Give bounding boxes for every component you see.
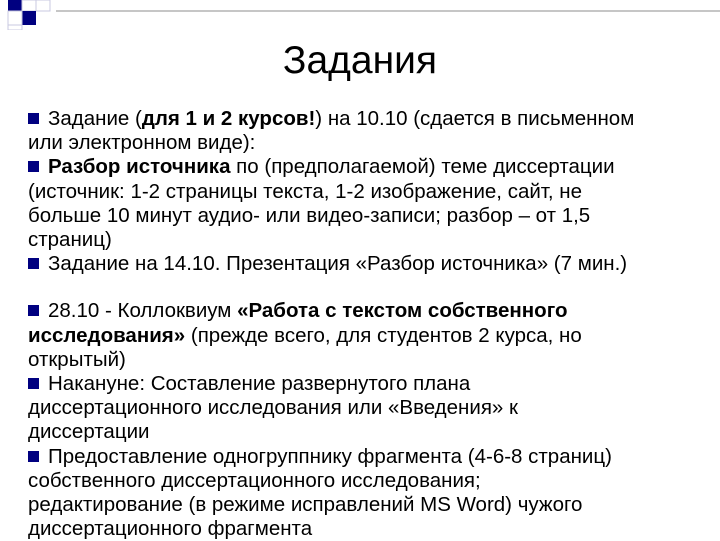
- bullet-list: [28, 107, 716, 541]
- decor-square: [8, 0, 22, 11]
- bullet-line: [28, 252, 716, 276]
- decor-square: [8, 25, 22, 30]
- bold-text: «Работа с текстом собственного: [237, 299, 568, 323]
- bullet-item: [28, 155, 716, 252]
- bullet-item: [28, 445, 716, 541]
- text-run: больше 10 минут аудио- или видео-записи; разбор – от 1,5: [28, 203, 591, 227]
- bold-text: для 1 и 2 курсов!: [141, 107, 316, 130]
- square-bullet-icon: [28, 378, 39, 389]
- bold-text: Разбор источника: [48, 155, 231, 179]
- bullet-line: [28, 445, 716, 469]
- slide-title: Задания: [282, 39, 438, 82]
- text-run: по (предполагаемой) теме диссертации: [230, 155, 615, 179]
- text-run: открытый): [28, 347, 126, 371]
- text-run: (прежде всего, для студентов 2 курса, но: [185, 323, 582, 347]
- text-run: страниц): [28, 228, 112, 252]
- text-run: диссертационного фрагмента: [28, 517, 313, 541]
- square-bullet-icon: [28, 451, 39, 462]
- bullet-line: [28, 131, 716, 155]
- text-run: Задание (: [48, 107, 142, 130]
- bullet-line: [28, 299, 716, 323]
- decor-square: [36, 0, 50, 11]
- text-run: редактирование (в режиме исправлений MS Word) чужого: [28, 493, 583, 517]
- text-run: 28.10 - Коллоквиум: [48, 299, 238, 323]
- bullet-line: [28, 469, 716, 493]
- square-bullet-icon: [28, 258, 39, 269]
- decor-square: [22, 11, 36, 25]
- decor-square: [8, 11, 22, 25]
- text-run: или электронном виде):: [28, 131, 256, 155]
- text-run: собственного диссертационного исследования;: [28, 468, 481, 492]
- text-run: диссертационного исследования или «Введения» к: [28, 396, 518, 420]
- bullet-line: [28, 348, 716, 372]
- bullet-item: [28, 372, 716, 445]
- decorative-squares-header: [0, 0, 720, 30]
- bullet-line: [28, 420, 716, 444]
- bullet-item: [28, 299, 716, 372]
- text-run: Предоставление одногруппнику фрагмента (4-6-8 страниц): [48, 444, 612, 468]
- bullet-line: [28, 155, 716, 179]
- bullet-line: [28, 324, 716, 348]
- bullet-line: [28, 204, 716, 228]
- text-run: диссертации: [28, 420, 150, 444]
- square-bullet-icon: [28, 113, 39, 124]
- bullet-line: [28, 107, 716, 131]
- text-run: Задание на 14.10. Презентация «Разбор источника» (7 мин.): [48, 252, 628, 276]
- bullet-item: [28, 252, 716, 276]
- bullet-item: [28, 107, 716, 155]
- square-bullet-icon: [28, 161, 39, 172]
- bullet-line: [28, 493, 716, 517]
- text-run: Накануне: Составление развернутого плана: [48, 372, 471, 396]
- square-bullet-icon: [28, 305, 39, 316]
- bullet-line: [28, 180, 716, 204]
- bold-text: исследования»: [28, 323, 186, 347]
- bullet-line: [28, 228, 716, 252]
- text-run: (источник: 1-2 страницы текста, 1-2 изображение, сайт, не: [28, 179, 583, 203]
- bullet-line: [28, 396, 716, 420]
- decor-square: [22, 0, 36, 11]
- text-run: ) на 10.10 (сдается в письменном: [315, 107, 635, 130]
- bullet-line: [28, 372, 716, 396]
- bullet-line: [28, 517, 716, 541]
